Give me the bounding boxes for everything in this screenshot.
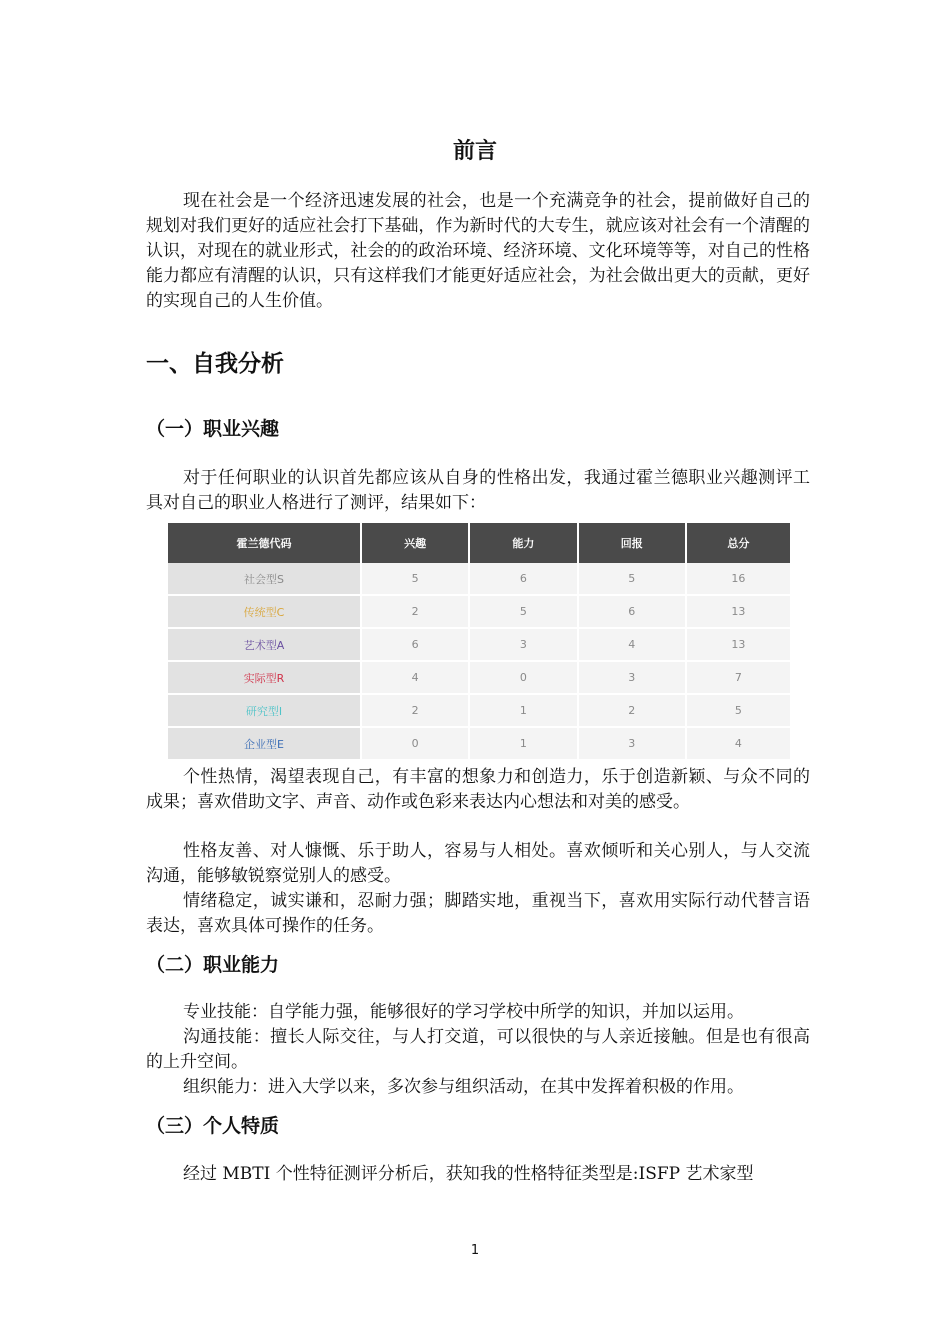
- section-heading-self-analysis: 一、自我分析: [146, 351, 284, 377]
- holland-code-table: [168, 523, 790, 761]
- score-cell: 13: [686, 628, 790, 661]
- holland-type-cell: 传统型C: [168, 595, 361, 628]
- interest-intro-paragraph: 对于任何职业的认识首先都应该从自身的性格出发，我通过霍兰德职业兴趣测评工具对自己的职业人格进行了测评，结果如下：: [146, 468, 810, 513]
- preface-title: 前言: [452, 139, 497, 164]
- score-cell: 5: [686, 694, 790, 727]
- score-cell: 13: [686, 595, 790, 628]
- holland-type-cell: 企业型E: [168, 727, 361, 760]
- subheading-personal-traits: （三）个人特质: [146, 1115, 280, 1137]
- score-cell: 6: [469, 563, 577, 595]
- score-cell: 2: [361, 595, 469, 628]
- table-header-cell: 总分: [686, 523, 790, 563]
- page-number: 1: [470, 1243, 480, 1258]
- interest-paragraph-1: 个性热情，渴望表现自己，有丰富的想象力和创造力，乐于创造新颖、与众不同的成果；喜欢借助文字、声音、动作或色彩来表达内心想法和对美的感受。: [146, 767, 810, 812]
- score-cell: 4: [578, 628, 686, 661]
- score-cell: 0: [361, 727, 469, 760]
- table-row: [168, 595, 790, 628]
- score-cell: 2: [578, 694, 686, 727]
- score-cell: 7: [686, 661, 790, 694]
- table-row: [168, 727, 790, 760]
- traits-paragraph-1: 经过 MBTI 个性特征测评分析后，获知我的性格特征类型是:ISFP 艺术家型: [183, 1164, 754, 1184]
- score-cell: 1: [469, 694, 577, 727]
- holland-type-cell: 艺术型A: [168, 628, 361, 661]
- score-cell: 4: [686, 727, 790, 760]
- score-cell: 3: [578, 727, 686, 760]
- table-row: [168, 694, 790, 727]
- score-cell: 4: [361, 661, 469, 694]
- score-cell: 5: [361, 563, 469, 595]
- score-cell: 3: [469, 628, 577, 661]
- holland-type-cell: 实际型R: [168, 661, 361, 694]
- preface-paragraph: 现在社会是一个经济迅速发展的社会，也是一个充满竞争的社会，提前做好自己的规划对我们更好的适应社会打下基础，作为新时代的大专生，就应该对社会有一个清醒的认识，对现在的就业形式，社会的的政治环境、经济环境、文化环境等等，对自己的性格能力都应有清醒的认识，只有这样我们才能更好适应社会，为社会做出更大的贡献，更好的实现自己的人生价值。: [146, 191, 810, 311]
- score-cell: 0: [469, 661, 577, 694]
- score-cell: 1: [469, 727, 577, 760]
- subheading-career-interest: （一）职业兴趣: [146, 418, 280, 440]
- score-cell: 2: [361, 694, 469, 727]
- score-cell: 5: [469, 595, 577, 628]
- score-cell: 3: [578, 661, 686, 694]
- table-row: [168, 563, 790, 595]
- interest-paragraph-2: 性格友善、对人慷慨、乐于助人，容易与人相处。喜欢倾听和关心别人，与人交流沟通，能够敏锐察觉别人的感受。: [146, 841, 810, 886]
- score-cell: 6: [361, 628, 469, 661]
- score-cell: 16: [686, 563, 790, 595]
- score-cell: 6: [578, 595, 686, 628]
- table-header-cell: 兴趣: [361, 523, 469, 563]
- table-row: [168, 661, 790, 694]
- interest-paragraph-3: 情绪稳定，诚实谦和，忍耐力强；脚踏实地，重视当下，喜欢用实际行动代替言语表达，喜欢具体可操作的任务。: [146, 891, 810, 936]
- table-header-cell: 霍兰德代码: [168, 523, 361, 563]
- ability-paragraph-2: 沟通技能：擅长人际交往，与人打交道，可以很快的与人亲近接触。但是也有很高的上升空间。: [146, 1027, 810, 1072]
- table-header-cell: 回报: [578, 523, 686, 563]
- score-cell: 5: [578, 563, 686, 595]
- ability-paragraph-1: 专业技能：自学能力强，能够很好的学习学校中所学的知识，并加以运用。: [183, 1002, 744, 1022]
- table-header-row: [168, 523, 790, 563]
- table-header-cell: 能力: [469, 523, 577, 563]
- holland-type-cell: 研究型I: [168, 694, 361, 727]
- table-row: [168, 628, 790, 661]
- subheading-career-ability: （二）职业能力: [146, 954, 280, 976]
- holland-type-cell: 社会型S: [168, 563, 361, 595]
- ability-paragraph-3: 组织能力：进入大学以来，多次参与组织活动，在其中发挥着积极的作用。: [183, 1077, 744, 1097]
